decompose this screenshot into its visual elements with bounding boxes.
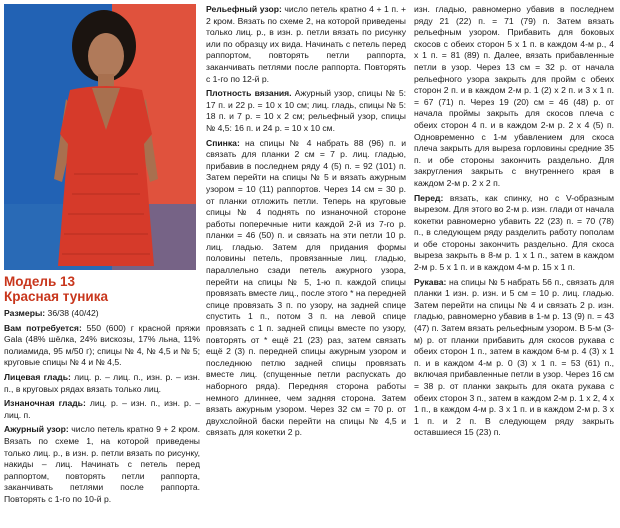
- column-right: [414, 4, 614, 442]
- paragraph-back: [206, 138, 406, 439]
- paragraph-gauge: [206, 88, 406, 134]
- paragraph-reverse-stockinette: [4, 398, 200, 421]
- paragraph-front: [414, 193, 614, 274]
- paragraph-label: Спинка:: [206, 137, 240, 148]
- paragraph-label: Плотность вязания.: [206, 88, 292, 99]
- model-number-title: Модель 13: [4, 274, 76, 289]
- paragraph-label: Перед:: [414, 192, 444, 203]
- paragraph-text: число петель кратно 9 + 2 кром. Вязать по схеме 1, на которой приведены только лиц. р., в изн. р. петли вязать по рисунку, накиды – лиц. Начинать с петель перед раппортом, повторять петли раппорта, заканчивать петлями после раппорта. Повторять с 1-го по 10-й р.: [4, 424, 201, 504]
- paragraph-text: 550 (600) г красной пряжи Gala (48% шёлка, 24% вискозы, 17% льна, 11% полиамида, 95 м/50 г); спицы № 4, № 4,5 и № 5; круговые спицы № 4 и № 4,5.: [4, 322, 200, 368]
- paragraph-label: Размеры:: [4, 308, 46, 318]
- paragraph-sleeves: [414, 277, 614, 439]
- paragraph-lace-pattern: [4, 424, 200, 505]
- model-photo-illustration: [4, 4, 196, 270]
- paragraph-text: лиц. р. – изн. п., изн. р. – лиц. п.: [4, 398, 200, 420]
- paragraph-text: вязать, как спинку, но с V-образным вырезом. Для этого во 2-м р. изн. глади от начала кокетки равномерно убавить 22 (23) п. = 70 (78) п., в следующем ряду разделить работу пополам и обе стороны закончить раздельно. Для скоса выреза закрыть в 8-м р. 1 х 1 п., затем в каждом 2-м р. 5 х 1 п. и в каждом 4-м р. 15 х 1 п.: [414, 192, 614, 273]
- paragraph-label: Ажурный узор:: [4, 424, 69, 435]
- paragraph-label: Изнаночная гладь:: [4, 398, 86, 409]
- paragraph-label: Вам потребуется:: [4, 322, 82, 333]
- column-middle: [206, 4, 406, 442]
- paragraph-text: на спицы № 4 набрать 88 (96) п. и связать для планки 2 см = 7 р. лиц. гладью, прибавив в последнем ряду 4 (5) п. = 92 (101) п. Затем перейти на спицы № 5 и вязать ажурным узором = 10 (11) раппортов. Через 14 см = 30 р. от планки отложить петли. Теперь на круговые спицы № 4 поднять по изнаночной стороне работы поперечные нити каждой 2-й из 7-го р. планки = 46 (50) п. и связать на эти петли 10 р. лиц. гладью. Затем для придания формы половины петель, провязанные лиц. гладью, параллельно сзади петель ажурного узора, перейти на спицы № 5, 1-ю п. каждой спицы провязать вместе лиц., после этого * на передней спице провязать 3 п. по узору, на задней спице спустить 1 п., потом 3 п. на левой спице провязать с 1 п. задней спицы вместе по узору, повторять от * ещё 21 (23) раз, затем связать ещё 2 (3) п. передней спицы ажурным узором и последнюю петлю задней спицы провязать вместе лиц. (спущенные петли распускать до наборного ряда). Передняя сторона работы немного длиннее, чем задняя сторона. Затем вязать ажурным узором. Через 32 см = 70 р. от двухслойной баски перейти на спицы № 4,5 и связать для кокетки 2 р.: [206, 137, 406, 438]
- paragraph-text: изн. гладью, равномерно убавив в последнем ряду 21 (22) п. = 71 (79) п. Затем вязать рельефным узором. Прибавить для боковых скосов с обеих сторон 5 х 1 п. в каждом 4-м р., 4 х 1 п. = 81 (89) п. Далее, вязать прибавленные петли в узор. Через 13 см = 32 р. от начала рельефного узора закрыть для пройм с обеих сторон 2 п. и в каждом 2-м р. 1 (2) х 2 п. и 3 х 1 п. = 67 (71) п. Через 19 (20) см = 46 (48) р. от начала проймы закрыть для скосов плеча с обеих сторон 4 п. и в каждом 2-м р. 2 х 4 (5) п. Одновременно с 1-м убавлением для скоса плеча закрыть для выреза горловины средние 35 п. и обе стороны закончить раздельно. Для закругления закрыть с внутреннего края в каждом 2-м р. 2 х 2 п.: [414, 4, 614, 188]
- model-name-title: Красная туника: [4, 289, 108, 304]
- paragraph-materials: [4, 323, 200, 369]
- paragraph-text: Ажурный узор, спицы № 5: 17 п. и 22 р. = 10 х 10 см; лиц. гладь, спицы № 5: 18 п. и 7 р. = 10 х 2 см; рельефный узор, спицы № 4,5: 16 п. и 24 р. = 10 х 10 см.: [206, 88, 407, 133]
- column-left: [4, 4, 200, 509]
- left-column-text: [4, 308, 200, 506]
- paragraph-label: Лицевая гладь:: [4, 371, 71, 382]
- paragraph-text: на спицы № 5 набрать 56 п., связать для планки 1 изн. р. изн. и 5 см = 10 р. лиц. гладью. Затем перейти на спицы № 4 и связать 2 р. изн. гладью, равномерно убавив в 1-м р. 13 (9) п. = 43 (47) п. Затем вязать рельефным узором. В 5-м (3-м) р. от планки прибавить для скосов рукава с обеих сторон 1 п., затем в каждом 6-м р. 4 (3) х 1 п. и в каждом 4-м р. 0 (3) х 1 п. = 53 (61) п., включая прибавленные петли в узор. Через 16 см = 38 р. от планки закрыть для оката рукава с обеих сторон 3 п., затем в каждом 2-м р. 1 х 2, 4 х 1 п., в каждом 4-м р. 3 х 1 п. и в каждом 2-м р. 3 х 1 п. и 2 п. В следующем ряду закрыть оставшиеся 15 (23) п.: [414, 276, 614, 438]
- paragraph-label: Рельефный узор:: [206, 4, 282, 14]
- paragraph-label: Рукава:: [414, 276, 447, 287]
- paragraph-relief-pattern: [206, 4, 406, 85]
- paragraph-sizes: [4, 308, 200, 320]
- paragraph-stockinette: [4, 372, 200, 395]
- paragraph-text: лиц. р. – лиц. п., изн. р. – изн. п., в круговых рядах вязать только лиц.: [4, 371, 200, 394]
- paragraph-text: 36/38 (40/42): [45, 308, 99, 318]
- model-photo: [4, 4, 196, 270]
- paragraph-back-continued: [414, 4, 614, 190]
- paragraph-text: число петель кратно 4 + 1 п. + 2 кром. Вязать по схеме 2, на которой приведены только лиц. р., в изн. р. петли вязать по рисунку или по образцу их вида. Начинать с петель перед раппортом, повторять петли раппорта, заканчивать петлями после раппорта. Повторять с 1-го по 12-й р.: [206, 4, 406, 84]
